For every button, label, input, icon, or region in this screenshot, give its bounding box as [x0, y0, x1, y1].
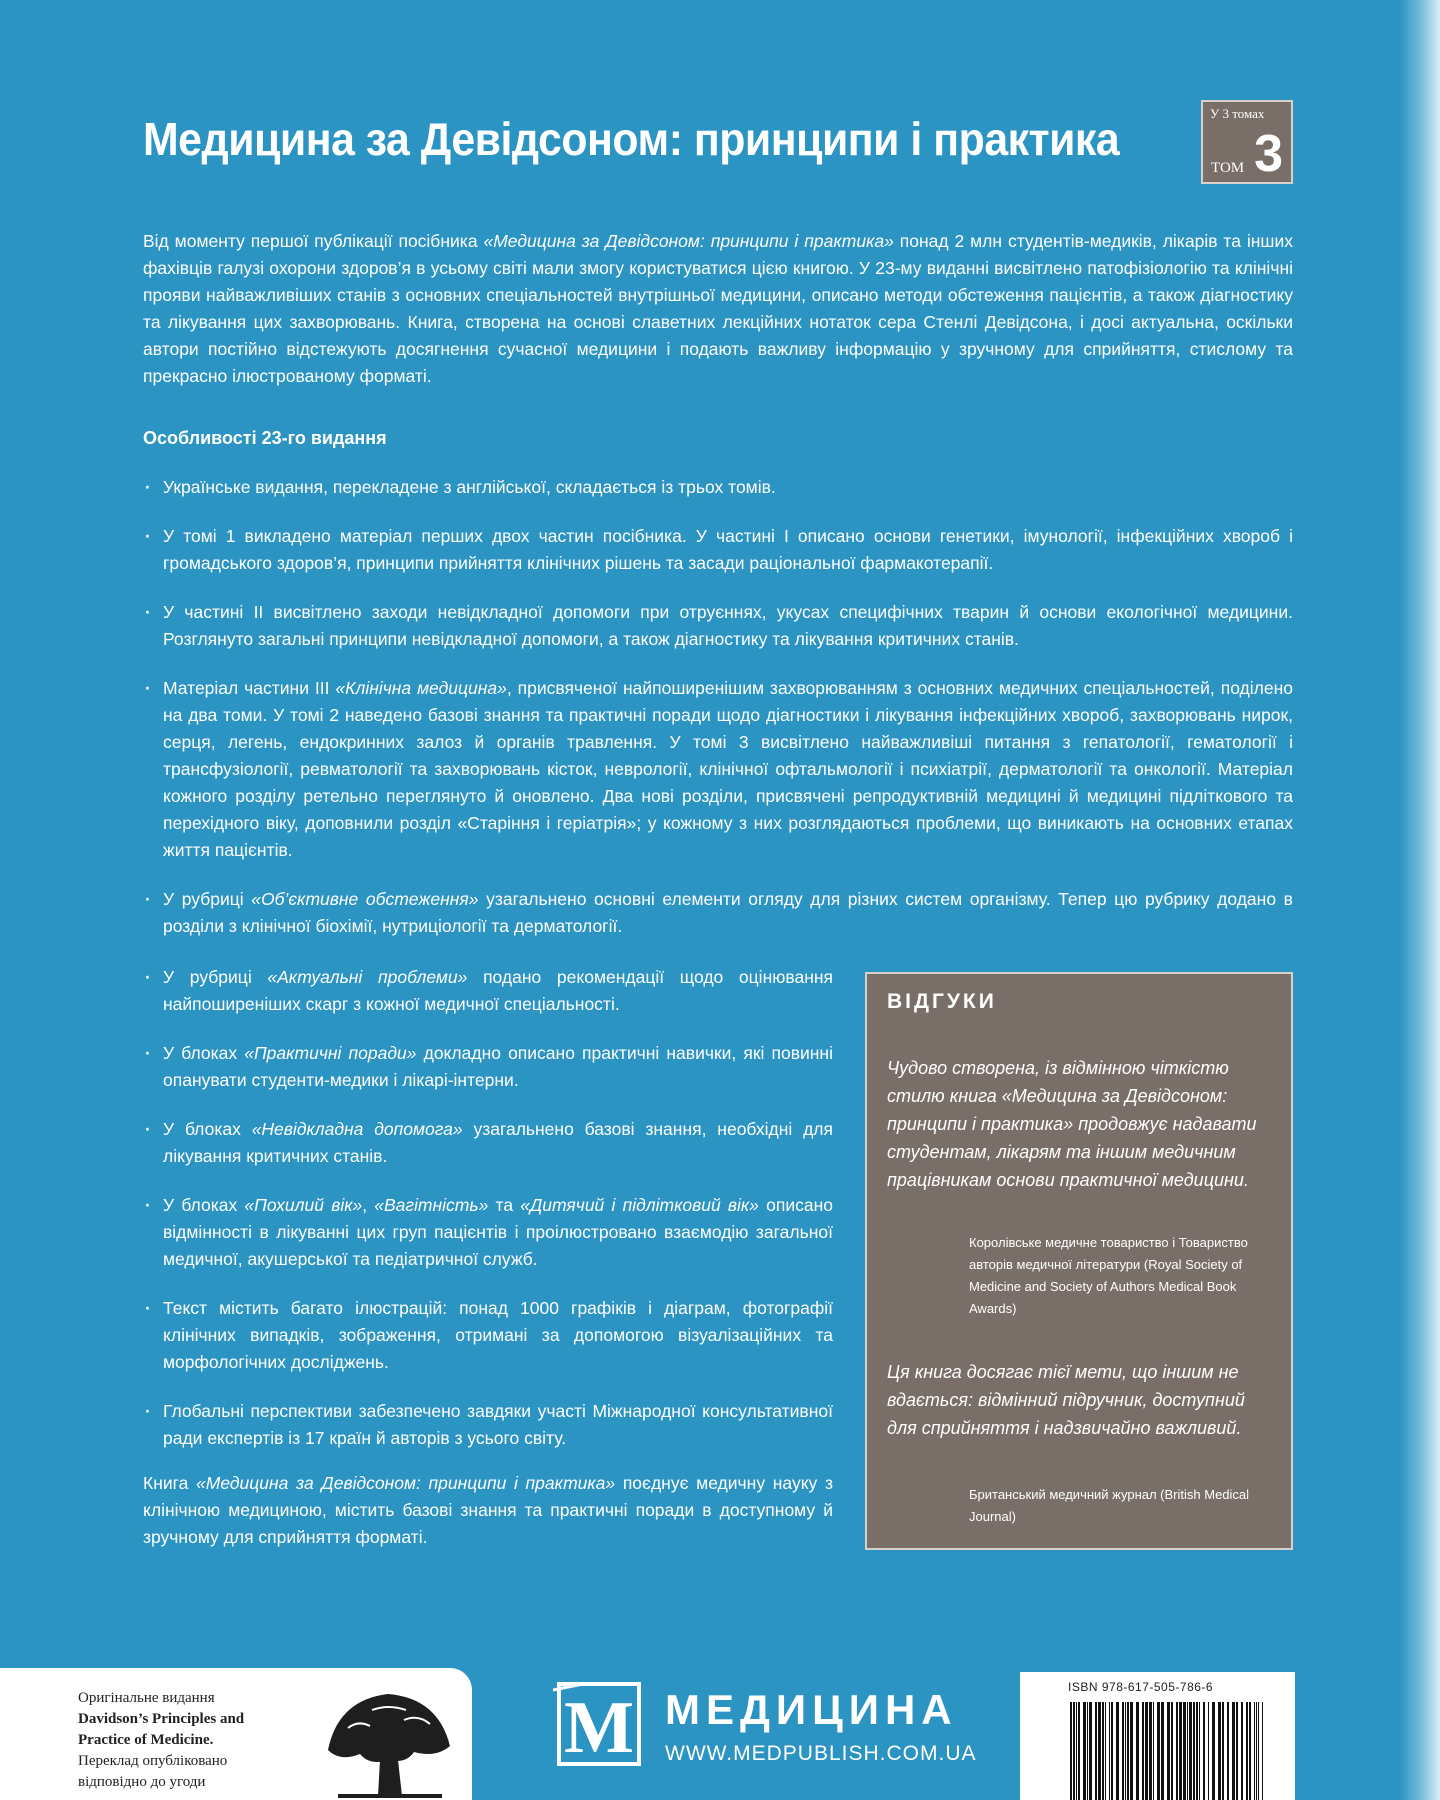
barcode-bar — [1258, 1702, 1259, 1800]
features-heading: Особливості 23-го видання — [143, 428, 387, 448]
barcode-bar — [1171, 1702, 1173, 1800]
closing-text-end: поєднує медичну науку з клінічною медициною, містить базові знання та практичні поради в доступному й зручному для сприйняття форматі. — [143, 1473, 833, 1547]
feature-text: докладно описано практичні навички, які повинні опанувати студенти-медики і лікарі-інтерни. — [163, 1043, 833, 1090]
barcode-bar — [1078, 1702, 1080, 1800]
barcode-bar — [1102, 1702, 1104, 1800]
barcode-bar — [1176, 1702, 1178, 1800]
barcode-bar — [1167, 1702, 1170, 1800]
feature-text: Глобальні перспективи забезпечено завдяки участі Міжнародної консультативної ради експертів із 17 країн й авторів з усього світу. — [163, 1401, 833, 1448]
review-source-2: Британський медичний журнал (British Medical Journal) — [969, 1487, 1250, 1524]
barcode-bar — [1246, 1702, 1248, 1800]
book-title: Медицина за Девідсоном: принципи і практика — [143, 113, 1120, 165]
original-edition-panel — [0, 1668, 472, 1800]
feature-text: узагальнено базові знання, необхідні для лікування критичних станів. — [163, 1119, 833, 1166]
publisher-url: WWW.MEDPUBLISH.COM.UA — [665, 1742, 977, 1765]
feature-item — [143, 1192, 833, 1273]
isbn-barcode — [1068, 1702, 1268, 1800]
feature-emphasis: «Похилий вік» — [244, 1195, 363, 1215]
feature-text: У рубриці — [163, 967, 268, 987]
barcode-bar — [1249, 1702, 1251, 1800]
feature-item — [143, 474, 1293, 501]
barcode-bar — [1105, 1702, 1106, 1800]
barcode-bar — [1098, 1702, 1101, 1800]
feature-text: У частині II висвітлено заходи невідкладної допомоги при отруєннях, укусах специфічних тварин й основи екологічної медицини. Розглянуто загальні принципи невідкладної допомоги, а також діагностику та лікування критичних станів. — [163, 602, 1293, 649]
feature-item — [143, 1398, 833, 1452]
feature-text: узагальнено основні елементи огляду для різних систем організму. Тепер цю рубрику додано в розділи з клінічної біохімії, нутриціології та дерматології. — [163, 889, 1293, 936]
barcode-bar — [1076, 1702, 1077, 1800]
medytsyna-logo-icon — [553, 1680, 645, 1768]
feature-text: описано відмінності в лікуванні цих груп пацієнтів і проілюстровано взаємодію загальної медичної, акушерської та педіатричної служб. — [163, 1195, 833, 1269]
feature-item — [143, 1040, 833, 1094]
elsevier-tree-logo — [318, 1680, 458, 1800]
barcode-bar — [1111, 1702, 1113, 1800]
barcode-bar — [1218, 1702, 1221, 1800]
feature-emphasis: «Практичні поради» — [244, 1043, 417, 1063]
barcode-bar — [1136, 1702, 1139, 1800]
barcode-bar — [1161, 1702, 1164, 1800]
review-quote-1: Чудово створена, із відмінною чіткістю стилю книга «Медицина за Девідсоном: принципи і практика» продовжує надавати студентам, лікарям та іншим медичним працівникам основи практичної медицини. — [887, 1058, 1257, 1190]
barcode-bar — [1125, 1702, 1126, 1800]
feature-emphasis: «Об’єктивне обстеження» — [251, 889, 479, 909]
feature-text: Текст містить багато ілюстрацій: понад 1000 графіків і діаграм, фотографії клінічних випадків, зображення, отримані за допомогою візуалізаційних та морфологічних досліджень. — [163, 1298, 833, 1372]
feature-text: , — [362, 1195, 375, 1215]
feature-emphasis: «Вагітність» — [374, 1195, 489, 1215]
barcode-bar — [1122, 1702, 1124, 1800]
features-list — [143, 474, 1293, 940]
barcode-bar — [1083, 1702, 1086, 1800]
publisher-logo-letter: M — [564, 1687, 634, 1768]
feature-text: У блоках — [163, 1119, 252, 1139]
closing-book-title: «Медицина за Девідсоном: принципи і практика» — [196, 1473, 616, 1493]
feature-text: подано рекомендації щодо оцінювання найпоширеніших скарг з кожної медичної спеціальності. — [163, 967, 833, 1014]
feature-item — [143, 964, 833, 1018]
feature-text: У рубриці — [163, 889, 252, 909]
feature-item — [143, 1295, 833, 1376]
intro-book-title: «Медицина за Девідсоном: принципи і практика» — [483, 231, 894, 251]
closing-text-start: Книга — [143, 1473, 197, 1493]
barcode-bar — [1262, 1702, 1263, 1800]
feature-item — [143, 523, 1293, 577]
barcode-bar — [1222, 1702, 1224, 1800]
original-edition-label: Оригінальне видання — [78, 1690, 215, 1706]
feature-text: У томі 1 викладено матеріал перших двох частин посібника. У частині I описано основи генетики, імунології, інфекційних хвороб і громадського здоров’я, принципи прийняття клінічних рішень та засади раціональної фармакотерапії. — [163, 526, 1293, 573]
barcode-bar — [1109, 1702, 1110, 1800]
barcode-bar — [1241, 1702, 1243, 1800]
volume-badge — [1201, 100, 1293, 184]
feature-text: У блоках — [163, 1195, 245, 1215]
feature-emphasis: «Клінічна медицина» — [335, 678, 507, 698]
original-edition-text — [78, 1688, 288, 1793]
feature-item — [143, 1116, 833, 1170]
volume-number: 3 — [1254, 125, 1283, 183]
barcode-bar — [1070, 1702, 1072, 1800]
barcode-bar — [1232, 1702, 1235, 1800]
reviews-heading: ВІДГУКИ — [887, 990, 997, 1013]
barcode-bar — [1193, 1702, 1195, 1800]
footer — [0, 1668, 1412, 1800]
barcode-bar — [1130, 1702, 1133, 1800]
features-list-continued — [143, 964, 833, 1452]
barcode-bar — [1153, 1702, 1154, 1800]
reviews-box — [865, 972, 1293, 1550]
barcode-bar — [1157, 1702, 1160, 1800]
barcode-bar — [1187, 1702, 1188, 1800]
closing-paragraph — [143, 1470, 833, 1551]
publisher-name: МЕДИЦИНА — [665, 1686, 958, 1733]
barcode-bar — [1087, 1702, 1088, 1800]
barcode-bar — [1236, 1702, 1238, 1800]
barcode-bar — [1073, 1702, 1075, 1800]
barcode-bar — [1189, 1702, 1192, 1800]
barcode-bar — [1179, 1702, 1182, 1800]
translation-note: Переклад опубліковано відповідно до угоди — [78, 1753, 228, 1790]
barcode-bar — [1227, 1702, 1229, 1800]
feature-item — [143, 675, 1293, 864]
barcode-bar — [1208, 1702, 1209, 1800]
barcode-bar — [1142, 1702, 1144, 1800]
intro-text-end: понад 2 млн студентів-медиків, лікарів та інших фахівців галузі охорони здоров’я в усьому світі мали змогу користуватися цією книгою. У 23-му виданні висвітлено патофізіологію та клінічні прояви найважливіших станів з основних спеціальностей внутрішньої медицини, описано методи обстеження пацієнтів, а також діагностику та лікування цих захворювань. Книга, створена на основі славетних лекційних нотаток сера Стенлі Девідсона, і досі актуальна, оскільки автори постійно відстежують досягнення сучасної медицини і подають важливу інформацію у зручному для сприйняття, стислому та прекрасно ілюстрованому форматі. — [143, 231, 1293, 386]
intro-text-start: Від моменту першої публікації посібника — [143, 231, 484, 251]
isbn-panel — [1020, 1672, 1295, 1800]
review-source-1: Королівське медичне товариство і Товариство авторів медичної літератури (Royal Society of Medicine and Society of Authors Medical Book Awards) — [969, 1235, 1248, 1316]
feature-emphasis: «Невідкладна допомога» — [251, 1119, 463, 1139]
feature-item — [143, 599, 1293, 653]
barcode-bar — [1095, 1702, 1097, 1800]
barcode-bar — [1116, 1702, 1119, 1800]
barcode-bar — [1145, 1702, 1148, 1800]
feature-text: У блоках — [163, 1043, 245, 1063]
barcode-bar — [1203, 1702, 1205, 1800]
barcode-bar — [1199, 1702, 1200, 1800]
feature-emphasis: «Актуальні проблеми» — [267, 967, 468, 987]
barcode-bar — [1149, 1702, 1152, 1800]
feature-text: , присвяченої найпоширенішим захворюванням з основних медичних спеціальностей, поділено на два томи. У томі 2 наведено базові знання та практичні поради щодо діагностики і лікування інфекційних хвороб, захворювань нирок, серця, легень, ендокринних залоз й органів травлення. У томі 3 висвітлено найважливіші питання з гепатології, гематології і трансфузіології, ревматології та захворювань кісток, неврології, клінічної офтальмології і психіатрії, дерматології та онкології. Матеріал кожного розділу ретельно переглянуто й оновлено. Два нові розділи, присвячені репродуктивній медицині й медицині підліткового та перехідного віку, доповнили розділ «Старіння і геріатрія»; у кожному з них розглядаються проблеми, що виникають на основних етапах життя пацієнтів. — [163, 678, 1293, 860]
spine-edge — [1400, 0, 1440, 1800]
volume-tom-label: ТОМ — [1211, 160, 1245, 176]
feature-text: Українське видання, перекладене з англійської, складається із трьох томів. — [163, 477, 776, 497]
volume-series-label: У 3 томах — [1210, 106, 1265, 121]
feature-text: та — [488, 1195, 521, 1215]
feature-emphasis: «Дитячий і підлітковий вік» — [520, 1195, 759, 1215]
barcode-bar — [1254, 1702, 1255, 1800]
barcode-bar — [1183, 1702, 1186, 1800]
barcode-bar — [1196, 1702, 1198, 1800]
barcode-bar — [1256, 1702, 1257, 1800]
original-book-title: Davidson’s Principles and Practice of Medicine. — [78, 1711, 245, 1748]
barcode-bar — [1127, 1702, 1129, 1800]
feature-text: Матеріал частини III — [163, 678, 336, 698]
intro-paragraph — [143, 228, 1293, 390]
review-quote-2: Ця книга досягає тієї мети, що іншим не вдається: відмінний підручник, доступний для сприйняття і надзвичайно важливий. — [887, 1362, 1245, 1438]
barcode-bar — [1212, 1702, 1215, 1800]
barcode-bar — [1089, 1702, 1092, 1800]
isbn-number: ISBN 978-617-505-786-6 — [1068, 1680, 1214, 1694]
feature-item — [143, 886, 1293, 940]
